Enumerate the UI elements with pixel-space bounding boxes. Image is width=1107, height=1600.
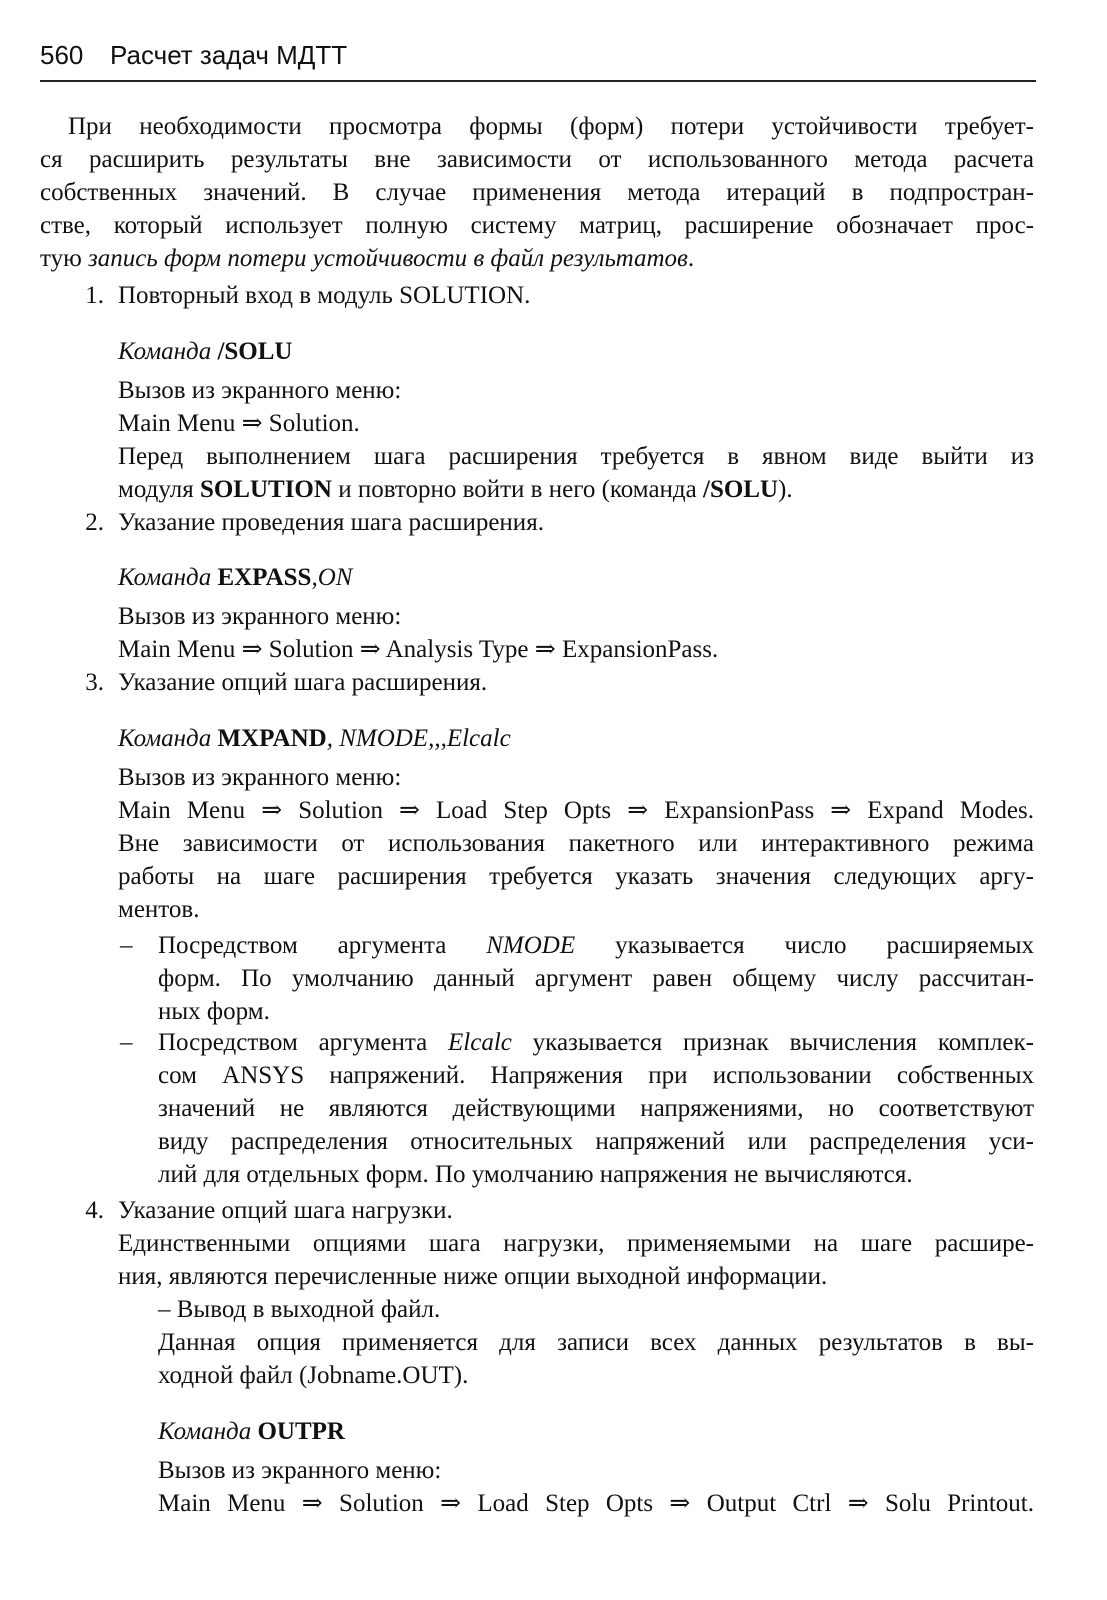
bullet-2-line-4: виду распределения относительных напряжений или распределения уси- <box>158 1128 1034 1155</box>
bullet-1-dash: – <box>120 932 133 959</box>
item-2-number: 2. <box>85 509 104 536</box>
page-number: 560 <box>40 40 84 70</box>
item-4-sub-para-line-1: Данная опция применяется для записи всех данных результатов в вы- <box>158 1329 1034 1356</box>
item-3-para-line-1: Вне зависимости от использования пакетного или интерактивного режима <box>118 830 1034 857</box>
item-1-note-line-2: модуля SOLUTION и повторно войти в него (команда /SOLU). <box>118 476 793 503</box>
item-3-menu-label: Вызов из экранного меню: <box>118 764 402 791</box>
item-4-command: Команда OUTPR <box>158 1418 345 1445</box>
intro-line-3: собственных значений. В случае применения метода итераций в подпростран- <box>40 179 1034 206</box>
item-4-subheading: – Вывод в выходной файл. <box>158 1296 441 1323</box>
item-3-menu-path: Main Menu ⇒ Solution ⇒ Load Step Opts ⇒ ExpansionPass ⇒ Expand Modes. <box>118 797 1034 824</box>
item-4-title: Указание опций шага нагрузки. <box>118 1197 453 1224</box>
bullet-2-line-3: значений не являются действующими напряжениями, но соответствуют <box>158 1095 1034 1122</box>
bullet-2-line-2: сом ANSYS напряжений. Напряжения при использовании собственных <box>158 1062 1034 1089</box>
intro-line-4: стве, который использует полную систему матриц, расширение обозначает прос- <box>40 212 1034 239</box>
header-title: Расчет задач МДТТ <box>110 40 348 70</box>
running-header <box>40 36 1036 82</box>
item-2-menu-label: Вызов из экранного меню: <box>118 603 402 630</box>
item-4-menu-path: Main Menu ⇒ Solution ⇒ Load Step Opts ⇒ Output Ctrl ⇒ Solu Printout. <box>158 1490 1034 1517</box>
item-1-number: 1. <box>85 282 104 309</box>
item-4-number: 4. <box>85 1197 104 1224</box>
item-3-command: Команда MXPAND, NMODE,,,Elcalc <box>118 725 511 752</box>
item-1-title: Повторный вход в модуль SOLUTION. <box>118 282 531 309</box>
bullet-2-line-1: Посредством аргумента Elcalc указывается признак вычисления комплек- <box>158 1029 1034 1056</box>
bullet-2-line-5: лий для отдельных форм. По умолчанию напряжения не вычисляются. <box>158 1161 913 1188</box>
item-4-para-line-1: Единственными опциями шага нагрузки, применяемыми на шаге расшире- <box>118 1230 1034 1257</box>
item-3-title: Указание опций шага расширения. <box>118 669 488 696</box>
item-4-menu-label: Вызов из экранного меню: <box>158 1457 442 1484</box>
item-1-menu-label: Вызов из экранного меню: <box>118 377 402 404</box>
item-2-title: Указание проведения шага расширения. <box>118 509 544 536</box>
item-2-menu-path: Main Menu ⇒ Solution ⇒ Analysis Type ⇒ ExpansionPass. <box>118 636 719 663</box>
item-3-para-line-2: работы на шаге расширения требуется указать значения следующих аргу- <box>118 863 1034 890</box>
item-2-command: Команда EXPASS,ON <box>118 564 353 591</box>
item-1-note-line-1: Перед выполнением шага расширения требуется в явном виде выйти из <box>118 443 1034 470</box>
item-4-para-line-2: ния, являются перечисленные ниже опции выходной информации. <box>118 1263 828 1290</box>
bullet-1-line-1: Посредством аргумента NMODE указывается число расширяемых <box>158 932 1034 959</box>
intro-line-5: тую запись форм потери устойчивости в файл результатов. <box>40 245 695 272</box>
item-1-menu-path: Main Menu ⇒ Solution. <box>118 410 360 437</box>
intro-line-2: ся расширить результаты вне зависимости от использованного метода расчета <box>40 146 1034 173</box>
item-4-sub-para-line-2: ходной файл (Jobname.OUT). <box>158 1362 469 1389</box>
bullet-1-line-2: форм. По умолчанию данный аргумент равен общему числу рассчитан- <box>158 965 1034 992</box>
bullet-1-line-3: ных форм. <box>158 998 270 1025</box>
intro-emphasis: запись форм потери устойчивости в файл результатов <box>88 245 688 272</box>
item-3-para-line-3: ментов. <box>118 896 200 923</box>
item-1-command: Команда /SOLU <box>118 338 293 365</box>
bullet-2-dash: – <box>120 1029 133 1056</box>
item-3-number: 3. <box>85 669 104 696</box>
intro-line-1: При необходимости просмотра формы (форм) потери устойчивости требует- <box>68 113 1034 140</box>
